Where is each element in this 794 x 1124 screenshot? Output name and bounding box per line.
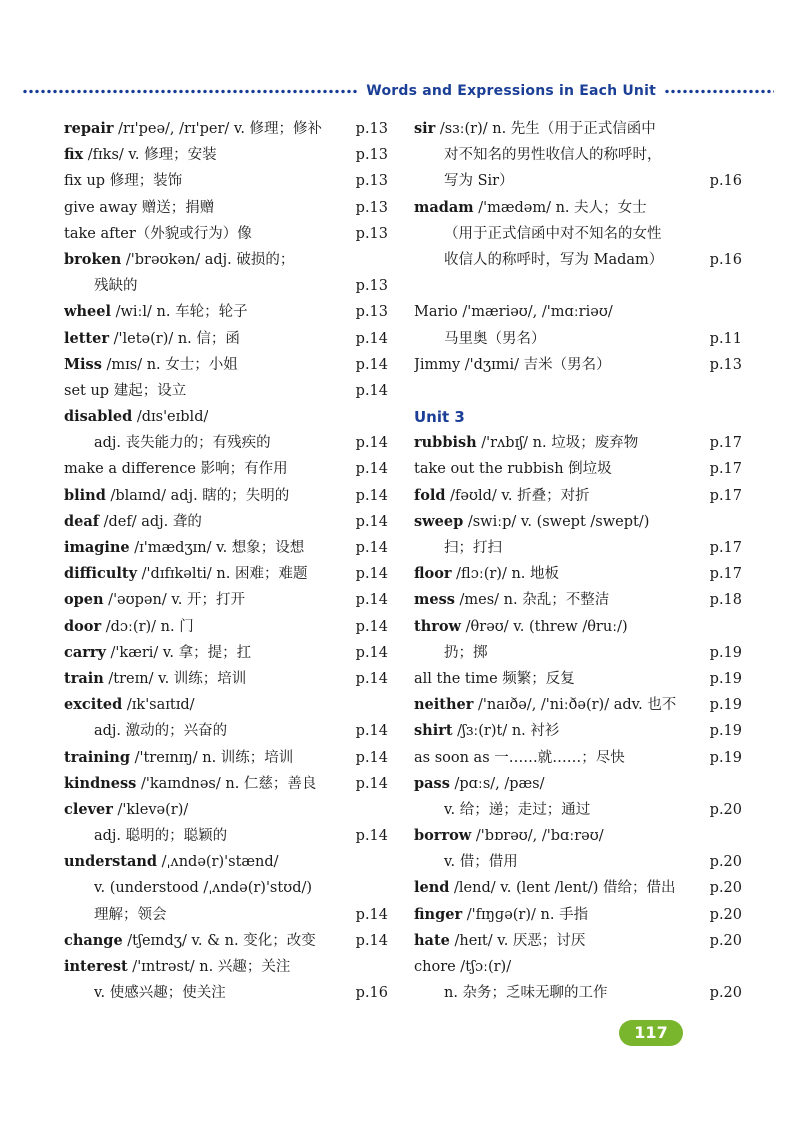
entry-text [414,535,502,561]
page-reference: p.20 [709,854,742,871]
page-reference: p.14 [355,592,388,609]
entry-definition: /'kaɪndnəs/ n. 仁慈；善良 [136,775,317,792]
word-entry [64,561,388,587]
entry-definition: /fəʊld/ v. 折叠；对折 [445,487,590,504]
page-reference: p.13 [709,356,742,373]
word-entry [414,326,742,352]
page-reference: p.19 [709,723,742,740]
word-entry [64,168,388,194]
word-entry [64,823,388,849]
entry-text [414,614,628,640]
page-reference: p.16 [709,173,742,190]
entry-definition: 马里奥（男名） [444,330,546,347]
headword: shirt [414,722,453,740]
entry-definition: /'ɪntrəst/ n. 兴趣；关注 [127,959,291,975]
entry-definition: /swiːp/ v. (swept /swept/) [463,513,650,530]
headword: madam [414,198,474,216]
entry-text [64,718,227,744]
page-reference: p.14 [355,487,388,504]
proper-names-list [414,299,742,378]
entry-definition: /'bɒrəʊ/, /'bɑːrəʊ/ [471,828,604,845]
page-reference: p.14 [355,382,388,399]
headword: difficulty [64,565,138,583]
page-reference: p.14 [355,670,388,687]
headword: hate [414,931,450,949]
word-entry [414,797,742,823]
word-entry [64,535,388,561]
word-entry [414,168,742,194]
headword: interest [64,958,128,975]
headword: neither [414,696,474,714]
entry-text [414,195,647,221]
page-reference: p.14 [355,513,388,530]
word-entry [414,823,742,849]
page-reference: p.14 [355,566,388,583]
word-entry [414,614,742,640]
entry-definition: /dɪs'eɪbld/ [132,409,209,426]
word-entry [64,404,388,430]
entry-text [64,745,293,771]
entry-text [414,430,638,456]
headword: fix [64,146,84,164]
entry-definition: /dɔː(r)/ n. 门 [101,618,194,635]
entry-definition: v. 给；递；走过；通过 [444,801,591,818]
entry-definition: take out the rubbish 倒垃圾 [414,461,612,478]
entry-definition: /'əʊpən/ v. 开；打开 [103,592,246,609]
page-reference: p.17 [709,435,742,452]
headword: training [64,748,130,766]
word-entry [64,247,388,273]
page-reference: p.13 [355,121,388,137]
entry-text [414,561,559,587]
word-entry [414,535,742,561]
entry-definition: /'fɪŋɡə(r)/ n. 手指 [462,906,589,923]
section-title: Words and Expressions in Each Unit [366,83,656,99]
page-reference: p.16 [709,251,742,268]
page-reference: p.14 [355,356,388,373]
headword: fold [414,486,446,504]
entry-text [414,771,545,797]
page-reference: p.17 [709,487,742,504]
entry-definition: /'kæri/ v. 拿；提；扛 [105,644,252,661]
headword: rubbish [414,434,477,452]
left-column [64,116,388,1006]
word-entry [64,771,388,797]
word-entry [64,666,388,692]
headword: sweep [414,512,464,530]
entry-definition: /pɑːs/, /pæs/ [449,775,545,792]
entry-text [414,456,612,482]
word-entry [414,902,742,928]
entry-definition: /treɪn/ v. 训练；培训 [103,670,247,687]
word-entry [414,352,742,378]
entry-text [414,692,676,718]
entry-definition: /'klevə(r)/ [112,801,189,818]
entry-text [414,928,585,954]
entry-definition: /ɪ'mædʒɪn/ v. 想象；设想 [129,540,305,556]
entry-definition: /lend/ v. (lent /lent/) 借给；借出 [449,880,676,897]
unit-heading: Unit 3 [414,408,465,427]
entry-definition: /'dɪfɪkəlti/ n. 困难；难题 [137,566,308,583]
word-entry [414,928,742,954]
word-entry [414,483,742,509]
headword: pass [414,774,450,792]
headword: clever [64,800,113,818]
entry-text [414,902,588,928]
entry-text [64,456,288,482]
entry-definition: adj. 丧失能力的；有残疾的 [94,435,271,452]
entry-definition: /tʃeɪndʒ/ v. & n. 变化；改变 [122,932,316,949]
page-reference: p.20 [709,985,742,1002]
headword: understand [64,853,158,871]
entry-text [64,614,194,640]
headword: kindness [64,774,137,792]
page-reference: p.18 [709,592,742,609]
page-reference: p.17 [709,540,742,556]
word-entry [64,456,388,482]
headword: throw [414,617,462,635]
entry-text [414,587,609,613]
word-entry [64,718,388,744]
entry-text [64,430,271,456]
page-reference: p.14 [355,723,388,740]
entry-text [414,247,663,273]
word-entry [414,561,742,587]
entry-text [414,483,590,509]
entry-text [64,273,138,299]
headword: lend [414,879,450,897]
entry-definition: chore /tʃɔː(r)/ [414,959,512,975]
page-reference: p.20 [709,906,742,923]
word-entry [414,116,742,142]
headword: disabled [64,408,133,426]
entry-definition: adj. 激动的；兴奋的 [94,723,228,740]
word-entry [64,221,388,247]
word-entry [414,745,742,771]
page-reference: p.14 [355,330,388,347]
entry-definition: /mes/ n. 杂乱；不整洁 [454,592,610,609]
headword: borrow [414,827,472,845]
entry-text [414,954,511,980]
word-entry [414,954,742,980]
entry-definition: 理解；领会 [94,906,167,923]
entry-text [64,195,214,221]
entry-definition: give away 赠送；捐赠 [64,199,215,216]
word-entry [64,273,388,299]
entry-text [64,404,208,430]
page-reference: p.19 [709,749,742,766]
headword: excited [64,696,123,714]
word-entry [414,666,742,692]
entry-text [64,980,226,1006]
entry-text [414,666,575,692]
headword: letter [64,329,109,347]
word-entry [414,692,742,718]
headword: train [64,669,104,687]
page-reference: p.14 [355,644,388,661]
word-entry [64,116,388,142]
entry-definition: /sɜː(r)/ n. 先生（用于正式信函中 [435,121,656,137]
entry-text [64,692,195,718]
word-entry [64,430,388,456]
entry-text [64,771,316,797]
entry-text [64,849,279,875]
entry-text [64,954,290,980]
entry-definition: fix up 修理；装饰 [64,173,183,190]
page-reference: p.14 [355,932,388,949]
headword: mess [414,591,455,609]
entry-text [64,823,227,849]
word-entry [414,849,742,875]
entry-definition: /'naɪðə/, /'niːðə(r)/ adv. 也不 [473,697,677,714]
entry-text [414,849,518,875]
page-reference: p.14 [355,828,388,845]
entry-definition: /heɪt/ v. 厌恶；讨厌 [449,932,586,949]
page-reference: p.20 [709,880,742,897]
page-reference: p.13 [355,225,388,242]
right-column [414,116,742,1006]
page-reference: p.13 [355,199,388,216]
headword: door [64,617,102,635]
entry-definition: /ʃɜː(r)t/ n. 衬衫 [452,723,560,740]
page-reference: p.14 [355,749,388,766]
word-entry [64,142,388,168]
page-reference: p.14 [355,618,388,635]
word-entry [64,640,388,666]
entry-definition: v. 使感兴趣；使关注 [94,985,226,1002]
entry-text [414,823,604,849]
word-entry [64,745,388,771]
page-reference: p.13 [355,304,388,321]
headword: carry [64,643,106,661]
entry-text [64,902,167,928]
page-reference: p.13 [355,147,388,164]
section-header [22,80,774,102]
word-entry [64,614,388,640]
entry-definition: 扔；掷 [444,644,488,661]
entry-text [414,640,488,666]
headword: change [64,931,123,949]
page-reference: p.19 [709,644,742,661]
entry-definition: 残缺的 [94,278,138,295]
entry-definition: /blaɪnd/ adj. 瞎的；失明的 [105,487,290,504]
page-reference: p.14 [355,435,388,452]
dotted-rule-left [22,89,358,94]
page-reference: p.11 [709,330,742,347]
entry-definition: n. 杂务；乏味无聊的工作 [444,985,608,1002]
word-entry [64,352,388,378]
entry-definition: 收信人的称呼时，写为 Madam） [444,251,664,268]
entry-definition: /ɪk'saɪtɪd/ [122,697,195,714]
entry-definition: v. 借；借用 [444,854,518,871]
entry-text [414,718,559,744]
headword: wheel [64,303,111,321]
entry-text [64,116,322,142]
entry-definition: set up 建起；设立 [64,382,187,399]
word-entry [414,718,742,744]
entry-definition: 写为 Sir） [444,173,514,190]
page-reference: p.16 [355,985,388,1002]
entry-definition: /def/ adj. 聋的 [99,513,202,530]
page-reference: p.17 [709,566,742,583]
headword: deaf [64,512,99,530]
entry-text [64,168,182,194]
headword: broken [64,250,122,268]
entry-definition: （用于正式信函中对不知名的女性 [444,225,662,242]
entry-definition: all the time 频繁；反复 [414,670,575,687]
word-entry [414,509,742,535]
word-entry [64,587,388,613]
entry-text [414,509,649,535]
page-reference: p.19 [709,697,742,714]
entry-definition: take after（外貌或行为）像 [64,225,252,242]
word-entry [414,247,742,273]
word-entry [414,221,742,247]
entry-text [64,666,246,692]
entry-text [64,142,217,168]
page-reference: p.19 [709,670,742,687]
entry-text [414,142,662,168]
entry-text [414,980,608,1006]
entry-definition: Mario /'mæriəʊ/, /'mɑːriəʊ/ [414,304,613,321]
entry-definition: v. (understood /ˌʌndə(r)'stʊd/) [94,880,313,897]
entry-definition: as soon as 一……就……；尽快 [414,749,625,766]
entry-text [64,326,240,352]
entry-definition: /wiːl/ n. 车轮；轮子 [110,304,248,321]
word-entry [414,142,742,168]
entry-definition: /rɪ'peə/, /rɪ'per/ v. 修理；修补 [113,121,323,137]
headword: finger [414,905,463,923]
entry-definition: /'treɪnɪŋ/ n. 训练；培训 [129,749,294,766]
entry-definition: /flɔː(r)/ n. 地板 [451,566,559,583]
headword: open [64,591,104,609]
word-entry [64,299,388,325]
entry-text [64,587,245,613]
headword: repair [64,120,114,137]
word-entry [414,771,742,797]
entry-definition: /fɪks/ v. 修理；安装 [83,147,217,164]
page-reference: p.14 [355,906,388,923]
word-entry [64,797,388,823]
page-reference: p.13 [355,173,388,190]
headword: sir [414,120,436,137]
unit3-entries [414,430,742,1006]
word-entry [414,456,742,482]
entry-text [414,221,662,247]
spacer [414,273,742,299]
entry-text [64,535,304,561]
entry-definition: adj. 聪明的；聪颖的 [94,828,228,845]
page-number-badge: 117 [619,1020,683,1046]
entry-definition: /ˌʌndə(r)'stænd/ [157,854,279,871]
entry-definition: /'mædəm/ n. 夫人；女士 [473,199,647,216]
entry-text [64,875,312,901]
dotted-rule-right [664,89,774,94]
spacer [414,378,742,404]
entry-text [64,797,188,823]
entry-text [414,875,676,901]
word-entry [64,483,388,509]
entry-text [414,352,611,378]
page-reference: p.20 [709,932,742,949]
page-reference: p.14 [355,461,388,478]
word-entry [64,928,388,954]
entry-text [64,247,294,273]
word-entry [414,195,742,221]
word-entry [414,640,742,666]
word-entry [64,378,388,404]
entry-definition: make a difference 影响；有作用 [64,461,288,478]
entry-text [414,168,514,194]
entry-text [414,116,656,142]
word-entry [414,299,742,325]
word-entry [64,692,388,718]
entry-definition: 对不知名的男性收信人的称呼时， [444,147,662,164]
entry-text [64,509,202,535]
word-entry [414,587,742,613]
entry-text [414,299,613,325]
page-reference: p.13 [355,278,388,295]
word-entry [64,875,388,901]
entry-definition: /'brəʊkən/ adj. 破损的； [121,251,295,268]
word-entry [64,509,388,535]
entry-text [414,326,546,352]
word-entry [414,430,742,456]
entry-definition: 扫；打扫 [444,540,502,556]
entry-text [414,745,625,771]
entry-text [64,928,316,954]
headword: imagine [64,539,130,556]
entry-definition: Jimmy /'dʒɪmi/ 吉米（男名） [414,356,611,373]
word-entry [64,849,388,875]
headword: Miss [64,355,102,373]
headword: floor [414,565,452,583]
entry-text [64,483,289,509]
entry-text [64,640,251,666]
entry-definition: /mɪs/ n. 女士；小姐 [101,356,238,373]
word-entry [414,875,742,901]
word-entry [64,902,388,928]
page-reference: p.20 [709,801,742,818]
entry-definition: /'letə(r)/ n. 信；函 [109,330,240,347]
entry-text [64,221,252,247]
entry-text [64,299,248,325]
page-reference: p.14 [355,775,388,792]
entry-text [414,797,590,823]
word-entry [64,326,388,352]
word-entry [64,954,388,980]
entry-text [64,561,308,587]
word-entry [64,195,388,221]
entry-definition: /'rʌbɪʃ/ n. 垃圾；废弃物 [476,435,639,452]
right-top-entries [414,116,742,273]
entry-definition: /θrəʊ/ v. (threw /θruː/) [461,618,628,635]
page-reference: p.17 [709,461,742,478]
word-entry [64,980,388,1006]
page-reference: p.14 [355,540,388,556]
headword: blind [64,486,106,504]
word-entry [414,980,742,1006]
entry-text [64,352,238,378]
entry-text [64,378,186,404]
